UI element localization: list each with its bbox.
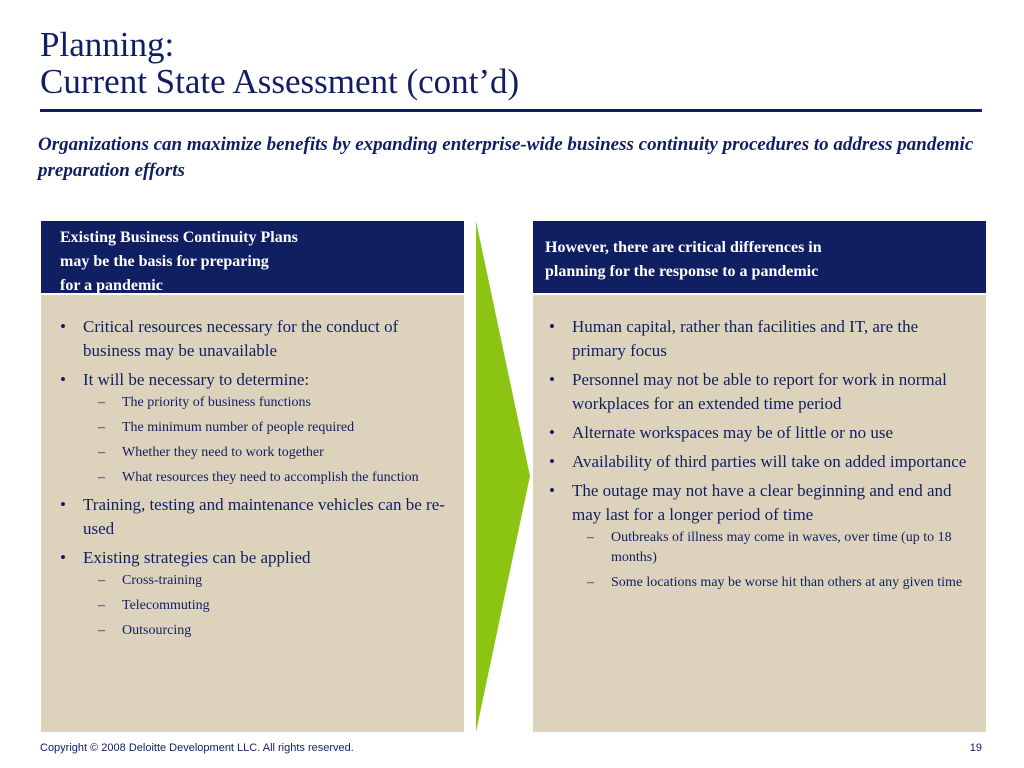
sub-bullet-item: – Whether they need to work together [83, 443, 454, 463]
sub-bullet-item: – Some locations may be worse hit than others at any given time [572, 573, 974, 593]
right-panel-header-line: planning for the response to a pandemic [545, 263, 819, 280]
right-panel-body [533, 295, 986, 593]
bullet-text: Critical resources necessary for the conduct of business may be unavailable [83, 317, 399, 360]
bullet-item [56, 368, 454, 488]
sub-bullet-item: – Outsourcing [83, 621, 454, 641]
bullet-item [545, 315, 974, 363]
sub-bullet-item: – Cross-training [83, 571, 454, 591]
copyright-text: Copyright © 2008 Deloitte Development LLC. All rights reserved. [40, 742, 354, 754]
bullet-text: Availability of third parties will take on added importance [572, 452, 967, 471]
bullet-text: It will be necessary to determine: [83, 370, 310, 389]
left-panel [41, 221, 464, 732]
left-panel-body [41, 295, 464, 641]
sub-bullet-item: – Outbreaks of illness may come in waves, over time (up to 18 months) [572, 528, 974, 568]
slide-title [40, 26, 519, 100]
bullet-text: Existing strategies can be applied [83, 548, 311, 567]
right-panel [533, 221, 986, 732]
title-underline [40, 109, 982, 112]
bullet-text: Personnel may not be able to report for work in normal workplaces for an extended time period [572, 370, 947, 413]
left-panel-header-line: Existing Business Continuity Plans [60, 229, 298, 246]
page-number: 19 [969, 742, 982, 754]
left-bullet-list [56, 315, 454, 641]
bullet-item [545, 450, 974, 474]
bullet-item [56, 315, 454, 363]
bullet-text: Human capital, rather than facilities and IT, are the primary focus [572, 317, 919, 360]
green-arrow-icon [476, 221, 530, 732]
slide-subtitle: Organizations can maximize benefits by expanding enterprise-wide business continuity procedures to address pandemic preparation efforts [38, 134, 974, 181]
right-bullet-list [545, 315, 974, 593]
sub-bullet-item: – The priority of business functions [83, 393, 454, 413]
bullet-item [545, 368, 974, 416]
slide-title-line-2: Current State Assessment (cont’d) [40, 62, 520, 101]
right-panel-header [533, 221, 986, 295]
left-panel-header [41, 221, 464, 295]
bullet-text: The outage may not have a clear beginning and end and may last for a longer period of time [572, 481, 952, 524]
left-panel-header-line: may be the basis for preparing [60, 253, 269, 270]
sub-bullet-list [572, 528, 974, 593]
bullet-text: Alternate workspaces may be of little or no use [572, 423, 894, 442]
bullet-item [56, 546, 454, 641]
sub-bullet-item: – The minimum number of people required [83, 418, 454, 438]
bullet-item [56, 493, 454, 541]
sub-bullet-list [83, 571, 454, 641]
arrow-shape [476, 221, 530, 732]
bullet-item [545, 479, 974, 593]
sub-bullet-item: – Telecommuting [83, 596, 454, 616]
footer [40, 742, 982, 754]
left-panel-header-line: for a pandemic [60, 277, 163, 294]
bullet-text: Training, testing and maintenance vehicles can be re-used [83, 495, 445, 538]
right-panel-header-line: However, there are critical differences in [545, 239, 822, 256]
slide-title-line-1: Planning: [40, 25, 175, 64]
sub-bullet-item: – What resources they need to accomplish the function [83, 468, 454, 488]
bullet-item [545, 421, 974, 445]
sub-bullet-list [83, 393, 454, 488]
